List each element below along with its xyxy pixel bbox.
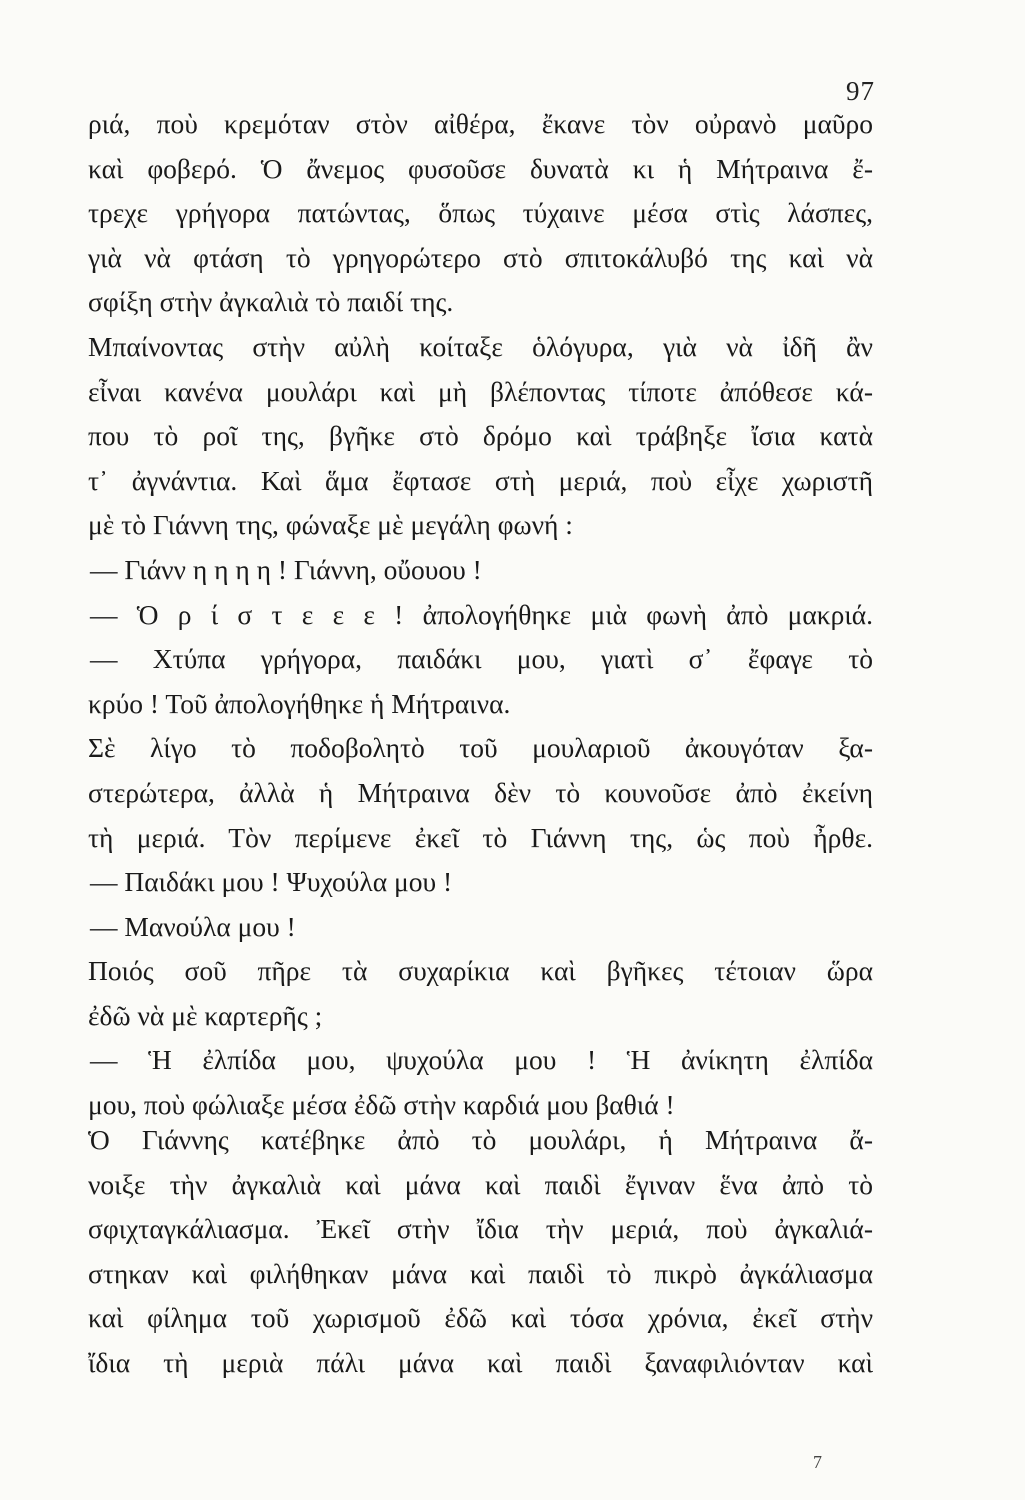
dialogue-line: — Χτύπα γρήγορα, παιδάκι μου, γιατὶ σ᾽ ἔφαγε τὸ	[90, 643, 873, 675]
text-line: εἶναι κανένα μουλάρι καὶ μὴ βλέποντας τίποτε ἀπόθεσε κά-	[88, 375, 873, 407]
text-line: Σὲ λίγο τὸ ποδοβολητὸ τοῦ μουλαριοῦ ἀκουγόταν ξα-	[88, 732, 873, 764]
text-line: τὴ μεριά. Τὸν περίμενε ἐκεῖ τὸ Γιάννη της, ὡς ποὺ ἦρθε.	[88, 821, 873, 853]
text-line: νοιξε τὴν ἀγκαλιὰ καὶ μάνα καὶ παιδὶ ἔγιναν ἕνα ἀπὸ τὸ	[88, 1168, 873, 1200]
text-line: Μπαίνοντας στὴν αὐλὴ κοίταξε ὁλόγυρα, γιὰ νὰ ἰδῆ ἂν	[88, 330, 873, 362]
dialogue-line: — Ὁ ρ ί σ τ ε ε ε ! ἀπολογήθηκε μιὰ φωνὴ ἀπὸ μακριά.	[90, 598, 873, 630]
text-line: Ποιός σοῦ πῆρε τὰ συχαρίκια καὶ βγῆκες τέτοιαν ὥρα	[88, 955, 873, 987]
text-line: ριά, ποὺ κρεμόταν στὸν αἰθέρα, ἔκανε τὸν οὐρανὸ μαῦρο	[88, 108, 873, 139]
text-line: τρεχε γρήγορα πατώντας, ὅπως τύχαινε μέσα στὶς λάσπες,	[88, 197, 873, 229]
dialogue-line: — Μανούλα μου !	[90, 910, 296, 942]
text-block-main	[88, 102, 873, 1128]
signature-mark: 7	[813, 1452, 822, 1472]
text-line: στερώτερα, ἀλλὰ ἡ Μήτραινα δὲν τὸ κουνοῦσε ἀπὸ ἐκείνη	[88, 776, 873, 808]
dialogue-line: — Παιδάκι μου ! Ψυχούλα μου !	[90, 866, 453, 898]
text-line: μὲ τὸ Γιάννη της, φώναξε μὲ μεγάλη φωνή :	[88, 509, 573, 541]
text-line: που τὸ ροῖ της, βγῆκε στὸ δρόμο καὶ τράβηξε ἴσια κατὰ	[88, 420, 873, 452]
text-line: στηκαν καὶ φιλήθηκαν μάνα καὶ παιδὶ τὸ πικρὸ ἀγκάλιασμα	[88, 1257, 873, 1289]
text-line: σφίξη στὴν ἀγκαλιὰ τὸ παιδί της.	[88, 286, 454, 318]
text-line: σφιχταγκάλιασμα. Ἐκεῖ στὴν ἴδια τὴν μεριά, ποὺ ἀγκαλιά-	[88, 1213, 873, 1245]
dialogue-line: — Γιάνν η η η η ! Γιάννη, οὔουου !	[90, 553, 482, 585]
text-line: κρύο ! Τοῦ ἀπολογήθηκε ἡ Μήτραινα.	[88, 687, 511, 719]
text-block-second	[88, 1118, 873, 1386]
text-line: τ᾽ ἀγνάντια. Καὶ ἅμα ἔφτασε στὴ μεριά, ποὺ εἶχε χωριστῆ	[88, 464, 873, 496]
text-line: καὶ φοβερό. Ὁ ἄνεμος φυσοῦσε δυνατὰ κι ἡ Μήτραινα ἔ-	[88, 152, 873, 184]
text-line: ἐδῶ νὰ μὲ καρτερῆς ;	[88, 999, 323, 1031]
dialogue-line: — Ἡ ἐλπίδα μου, ψυχούλα μου ! Ἡ ἀνίκητη ἐλπίδα	[90, 1044, 873, 1076]
page-number: 97	[846, 76, 875, 106]
text-line: ἴδια τὴ μεριὰ πάλι μάνα καὶ παιδὶ ξαναφιλιόνταν καὶ	[88, 1346, 873, 1378]
text-line: μου, ποὺ φώλιαξε μέσα ἐδῶ στὴν καρδιά μου βαθιά !	[88, 1089, 675, 1121]
text-line: γιὰ νὰ φτάση τὸ γρηγορώτερο στὸ σπιτοκάλυβό της καὶ νὰ	[88, 241, 873, 273]
text-line: καὶ φίλημα τοῦ χωρισμοῦ ἐδῶ καὶ τόσα χρόνια, ἐκεῖ στὴν	[88, 1302, 873, 1334]
text-line: Ὁ Γιάννης κατέβηκε ἀπὸ τὸ μουλάρι, ἡ Μήτραινα ἄ-	[88, 1124, 873, 1155]
